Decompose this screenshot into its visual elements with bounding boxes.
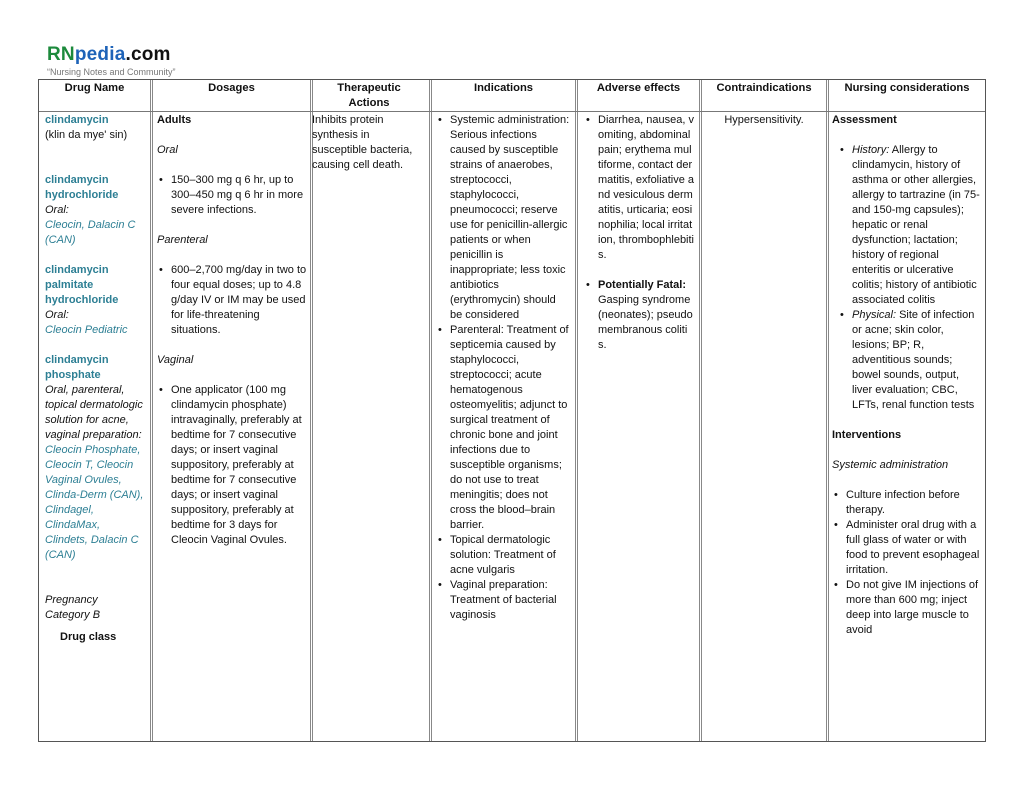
systemic-administration-label: Systemic administration <box>832 459 949 471</box>
indication-systemic: • Systemic administration: Serious infections caused by susceptible strains of anaerobes, streptococci, staphylococci, pneumococci; reserve use for penicillin-allergic patients or when penicillin is inappropriate; less toxic antibiotics (erythromycin) should be considered <box>436 113 571 323</box>
physical-text: Site of infection or acne; skin color, lesions; BP; R, adventitious sounds; bowel sounds, output, liver evaluation; CBC, LFTs, renal function tests <box>852 309 975 411</box>
physical-label: Physical: <box>852 309 897 321</box>
history-text: Allergy to clindamycin, history of asthma or other allergies, allergy to tartrazine (in 75- and 150-mg capsules); hepatic or renal dysfunction; lactation; history of regional enteritis or ulcerative colitis; history of antibiotic associated colitis <box>852 144 980 306</box>
assessment-heading: Assessment <box>832 114 897 126</box>
history-label: History: <box>852 144 890 156</box>
drug-name-cell <box>45 113 145 645</box>
header-therapeutic-actions: Therapeutic Actions <box>337 82 401 109</box>
pregnancy-category: Pregnancy Category B <box>45 594 101 621</box>
form-phosphate-name: clindamycin phosphate <box>45 354 109 381</box>
header-indications: Indications <box>473 82 534 94</box>
nursing-cell <box>832 113 980 638</box>
dosages-cell <box>157 113 307 548</box>
dosage-vaginal-label: Vaginal <box>157 354 194 366</box>
adverse-effect-fatal <box>584 278 694 353</box>
dosage-vaginal-item: • One applicator (100 mg clindamycin phosphate) intravaginally, preferably at bedtime for 7 consecutive days; or insert vaginal suppository, preferably at bedtime for 7 consecutive days; or insert vaginal suppository, preferably at bedtime for 3 days for Cleocin Vaginal Ovules. <box>157 383 307 548</box>
header-dosages: Dosages <box>208 82 255 94</box>
header-nursing-considerations: Nursing considerations <box>844 82 970 94</box>
site-tagline: “Nursing Notes and Community” <box>47 67 176 77</box>
drug-table <box>38 79 986 742</box>
drug-name: clindamycin <box>45 114 109 126</box>
dosage-oral-label: Oral <box>157 144 178 156</box>
form-palmitate-name: clindamycin palmitate hydrochloride <box>45 264 119 306</box>
indication-topical: • Topical dermatologic solution: Treatment of acne vulgaris <box>436 533 571 578</box>
fatal-text: Gasping syndrome (neonates); pseudomembranous colitis. <box>598 294 693 351</box>
fatal-label: Potentially Fatal: <box>598 279 687 291</box>
dosage-adults-heading: Adults <box>157 114 192 126</box>
form-palmitate-route: Oral: <box>45 309 69 321</box>
form-hydrochloride-brands: Cleocin, Dalacin C (CAN) <box>45 219 136 246</box>
drug-pronunciation: (klin da mye' sin) <box>45 129 128 141</box>
indication-parenteral: • Parenteral: Treatment of septicemia caused by staphylococci, streptococci; acute hematogenous osteomyelitis; adjunct to surgical treatment of chronic bone and joint infections due to susceptible organisms; do not use to treat meningitis; does not cross the blood–brain barrier. <box>436 323 571 533</box>
header-adverse-effects: Adverse effects <box>596 82 681 94</box>
dosage-parenteral-label: Parenteral <box>157 234 208 246</box>
site-logo: RNpedia.com <box>47 44 171 65</box>
intervention-item: • Do not give IM injections of more than 600 mg; inject deep into large muscle to avoid <box>832 578 980 638</box>
dosage-oral-item: • 150–300 mg q 6 hr, up to 300–450 mg q 6 hr in more severe infections. <box>157 173 307 218</box>
drug-class-label: Drug class <box>60 631 117 643</box>
therapeutic-actions-cell: Inhibits protein synthesis in susceptible bacteria, causing cell death. <box>312 114 413 171</box>
dosage-parenteral-item: • 600–2,700 mg/day in two to four equal doses; up to 4.8 g/day IV or IM may be used for life-threatening situations. <box>157 263 307 338</box>
indication-vaginal: • Vaginal preparation: Treatment of bacterial vaginosis <box>436 578 571 623</box>
intervention-item: • Culture infection before therapy. <box>832 488 980 518</box>
form-phosphate-route: Oral, parenteral, topical dermatologic solution for acne, vaginal preparation: <box>45 384 143 441</box>
contraindications-cell: Hypersensitivity. <box>724 114 804 126</box>
intervention-item: • Administer oral drug with a full glass of water or with food to prevent esophageal irritation. <box>832 518 980 578</box>
form-hydrochloride-route: Oral: <box>45 204 69 216</box>
interventions-heading: Interventions <box>832 429 902 441</box>
header-drug-name: Drug Name <box>64 82 125 94</box>
indications-cell <box>436 113 571 623</box>
adverse-effect-item: • Diarrhea, nausea, vomiting, abdominal pain; erythema multiforme, contact dermatitis, exfoliative and vesiculous dermatitis, urticaria; eosinophilia; local irritation, thrombophlebitis. <box>584 113 694 263</box>
header-contraindications: Contraindications <box>716 82 812 94</box>
form-hydrochloride-name: clindamycin hydrochloride <box>45 174 119 201</box>
assessment-physical <box>838 308 980 413</box>
form-phosphate-brands: Cleocin Phosphate, Cleocin T, Cleocin Vaginal Ovules, Clinda-Derm (CAN), Clindagel, ClindaMax, Clindets, Dalacin C (CAN) <box>45 444 144 561</box>
form-palmitate-brands: Cleocin Pediatric <box>45 324 128 336</box>
adverse-effects-cell <box>584 113 694 353</box>
assessment-history <box>838 143 980 308</box>
